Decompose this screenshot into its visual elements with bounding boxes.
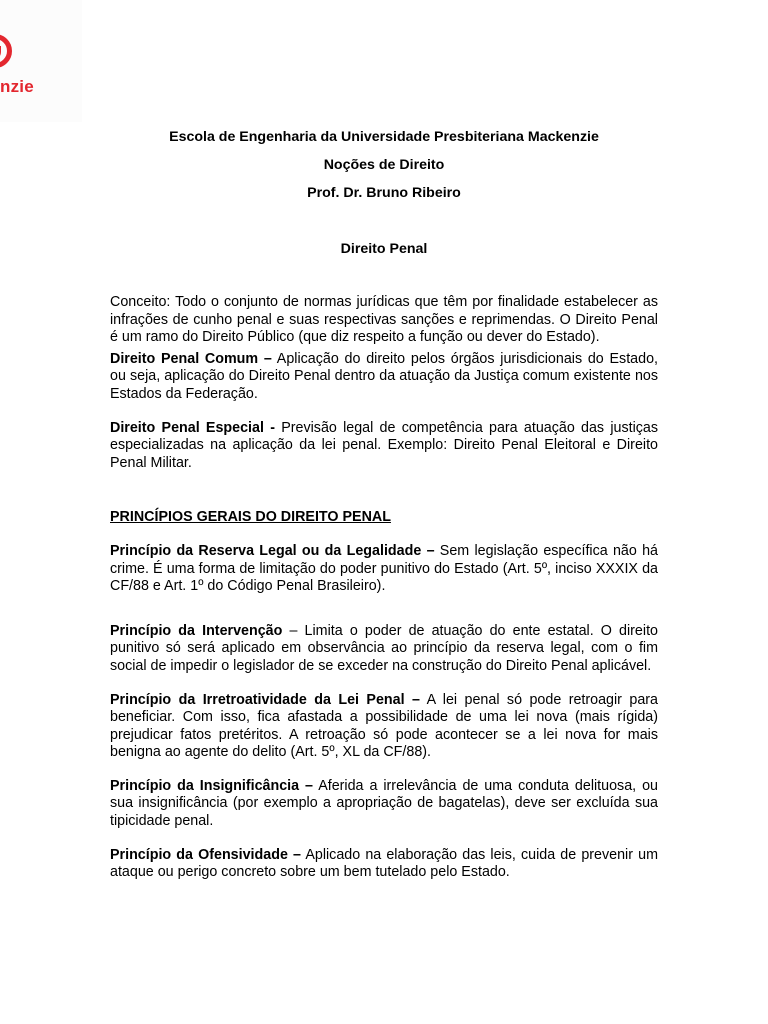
- logo-text: nzie: [0, 77, 34, 96]
- course-name: Noções de Direito: [323, 157, 445, 173]
- principle-text: – Limita o poder de atuação do ente estatal. O direito punitivo só será aplicado em observância ao princípio da reserva legal, com o fim social de impedir o legislador de se exceder na construção do Direito Penal aplicável.: [110, 622, 658, 674]
- principle-term: Princípio da Insignificância –: [110, 777, 314, 794]
- text-penal-comum: Aplicação do direito pelos órgãos jurisdicionais do Estado, ou seja, aplicação do Direito Penal dentro da atuação da Justiça comum existente nos Estados da Federação.: [110, 350, 658, 402]
- principle-irretroatividade: [110, 692, 658, 762]
- principle-term: Princípio da Reserva Legal ou da Legalidade –: [110, 542, 435, 559]
- paragraph-penal-comum: [110, 351, 658, 404]
- principle-term: Princípio da Irretroatividade da Lei Penal –: [110, 691, 420, 708]
- principle-text: A lei penal só pode retroagir para beneficiar. Com isso, fica afastada a possibilidade de uma lei nova (mais rígida) prejudicar fatos pretéritos. A retroação só pode acontecer se a lei nova for mais benigna ao agente do delito (Art. 5º, XL da CF/88).: [110, 691, 658, 761]
- principle-term: Princípio da Ofensividade –: [110, 846, 301, 863]
- principle-legalidade: [110, 543, 658, 596]
- paragraph-penal-especial: [110, 420, 658, 473]
- principle-insignificancia: [110, 778, 658, 831]
- principle-ofensividade: [110, 847, 658, 882]
- professor-name: Prof. Dr. Bruno Ribeiro: [307, 185, 461, 201]
- logo-mark-icon: [0, 34, 12, 68]
- term-penal-comum: Direito Penal Comum –: [110, 350, 272, 367]
- principle-term: Princípio da Intervenção: [110, 622, 283, 639]
- text-penal-especial: Previsão legal de competência para atuação das justiças especializadas na aplicação da lei penal. Exemplo: Direito Penal Eleitoral e Direito Penal Militar.: [110, 419, 658, 471]
- principle-text: Aplicado na elaboração das leis, cuida de prevenir um ataque ou perigo concreto sobre um bem tutelado pelo Estado.: [110, 846, 658, 881]
- principle-text: Sem legislação específica não há crime. É uma forma de limitação do poder punitivo do Estado (Art. 5º, inciso XXXIX da CF/88 e Art. 1º do Código Penal Brasileiro).: [110, 542, 658, 595]
- document-topic: Direito Penal: [340, 241, 428, 257]
- school-name: Escola de Engenharia da Universidade Presbiteriana Mackenzie: [169, 129, 599, 145]
- section-title: PRINCÍPIOS GERAIS DO DIREITO PENAL: [110, 509, 391, 526]
- university-logo: [0, 0, 82, 122]
- principle-text: Aferida a irrelevância de uma conduta delituosa, ou sua insignificância (por exemplo a apropriação de bagatelas), deve ser excluída sua tipicidade penal.: [110, 777, 658, 830]
- document-body: [110, 294, 658, 882]
- term-penal-especial: Direito Penal Especial -: [110, 419, 275, 436]
- principle-intervencao: [110, 623, 658, 676]
- paragraph-conceito: Conceito: Todo o conjunto de normas jurídicas que têm por finalidade estabelecer as infrações de cunho penal e suas respectivas sanções e reprimendas. O Direito Penal é um ramo do Direito Público (que diz respeito a função ou dever do Estado).: [110, 294, 658, 346]
